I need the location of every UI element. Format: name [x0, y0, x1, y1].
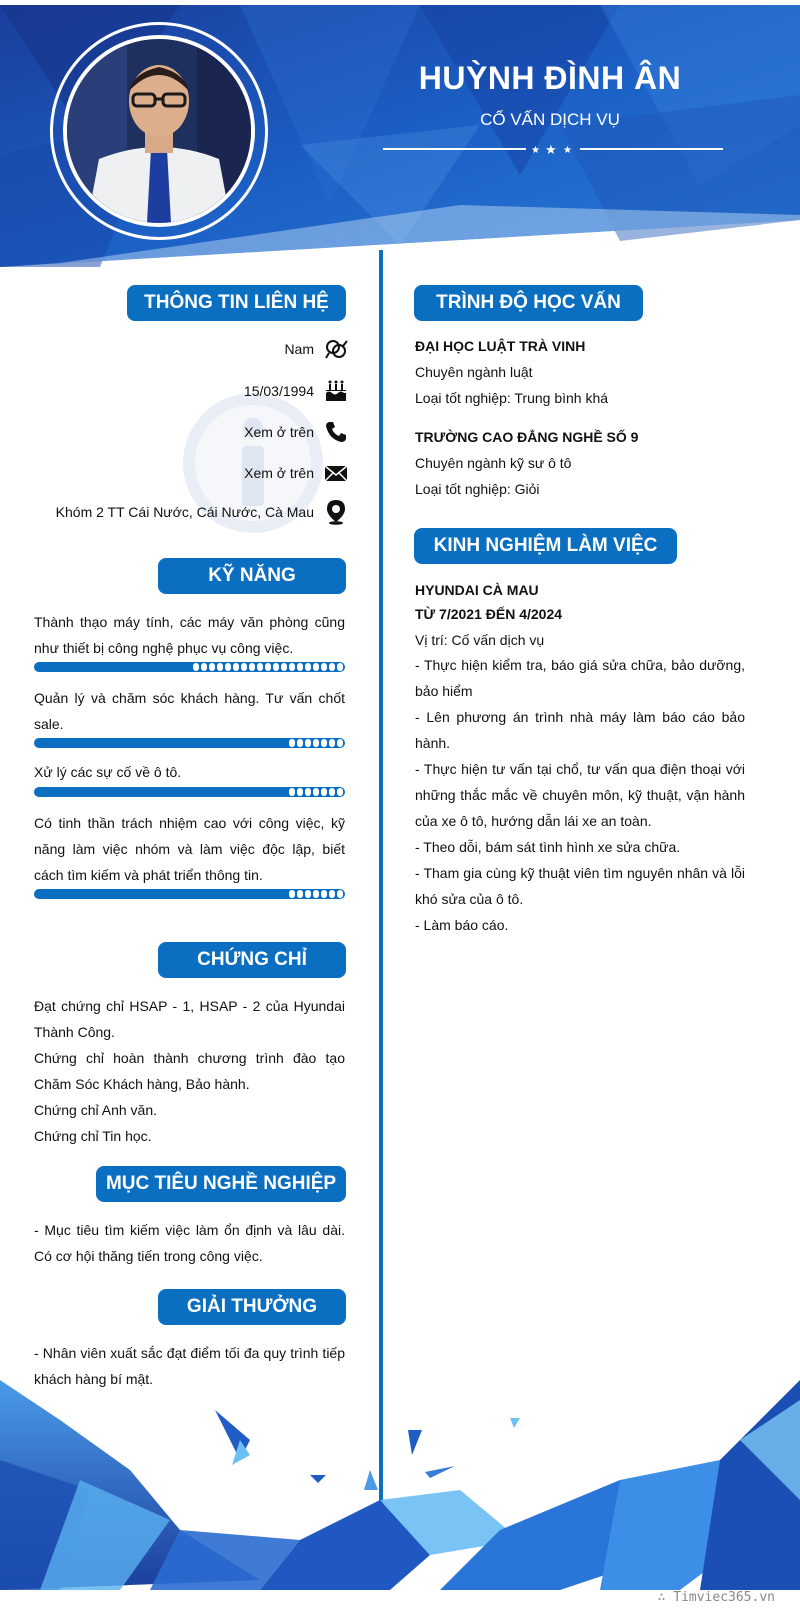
skills-heading: KỸ NĂNG — [158, 558, 346, 594]
certificates-heading: CHỨNG CHỈ — [158, 942, 346, 978]
objective-heading: MỤC TIÊU NGHỀ NGHIỆP — [96, 1166, 346, 1202]
skill-bar-dot — [305, 739, 311, 747]
footer-background — [0, 1380, 800, 1600]
skill-bar-dot — [337, 788, 343, 796]
education-grade-2: Loại tốt nghiệp: Giỏi — [415, 481, 540, 497]
contact-birthday-text: 15/03/1994 — [243, 383, 314, 399]
skill-bar-dot — [289, 663, 295, 671]
education-school-1: ĐẠI HỌC LUẬT TRÀ VINH — [415, 338, 586, 354]
experience-heading: KINH NGHIỆM LÀM VIỆC — [414, 528, 677, 564]
skill-bar-dot — [289, 739, 295, 747]
skill-bar-2 — [34, 738, 345, 748]
skill-bar-dot — [337, 663, 343, 671]
skill-bar-dot — [329, 788, 335, 796]
phone-icon — [324, 420, 348, 444]
certificate-line: Chứng chỉ Tin học. — [34, 1128, 152, 1144]
skill-bar-dot — [337, 739, 343, 747]
brand-watermark: ∴ Timviec365.vn — [657, 1590, 775, 1605]
education-grade-1: Loại tốt nghiệp: Trung bình khá — [415, 390, 609, 406]
skill-bar-dot — [289, 788, 295, 796]
skill-bar-dot — [321, 739, 327, 747]
skill-bar-dot — [313, 890, 319, 898]
contact-row-address — [56, 500, 348, 524]
contact-phone-text: Xem ở trên — [244, 424, 314, 440]
avatar — [63, 35, 255, 227]
contact-row-phone — [244, 420, 348, 444]
skill-bar-dot — [297, 663, 303, 671]
skill-bar-dot — [305, 663, 311, 671]
svg-text:★: ★ — [563, 145, 572, 156]
certificate-line: Chứng chỉ Anh văn. — [34, 1102, 158, 1118]
birthday-cake-icon — [324, 379, 348, 403]
skill-bar-dot — [193, 663, 199, 671]
skill-bar-track — [193, 663, 343, 671]
contact-email-text: Xem ở trên — [244, 465, 314, 481]
skill-bar-dot — [217, 663, 223, 671]
contact-gender-text: Nam — [284, 341, 314, 357]
skill-bar-dot — [281, 663, 287, 671]
skill-bar-dot — [249, 663, 255, 671]
duty-line: - Thực hiện kiểm tra, báo giá sửa chữa, bảo dưỡng, bảo hiểm — [415, 657, 745, 699]
skill-bar-dot — [209, 663, 215, 671]
skill-bar-4 — [34, 889, 345, 899]
duty-line: - Theo dỗi, bám sát tình hình xe sửa chữa. — [415, 839, 681, 855]
certificates-list — [34, 993, 345, 1149]
skill-bar-dot — [313, 739, 319, 747]
svg-text:★: ★ — [531, 145, 540, 156]
skill-item-3: Xử lý các sự cố về ô tô. — [34, 764, 182, 780]
education-major-2: Chuyên ngành kỹ sư ô tô — [415, 455, 572, 471]
experience-position: Vị trí: Cố vấn dịch vụ — [415, 632, 545, 648]
awards-heading: GIẢI THƯỞNG — [158, 1289, 346, 1325]
skill-item-2: Quản lý và chăm sóc khách hàng. Tư vấn chốt sale. — [34, 690, 345, 732]
skill-bar-dot — [297, 890, 303, 898]
candidate-job-title: CỐ VẤN DỊCH VỤ — [480, 110, 620, 129]
objective-text: - Mục tiêu tìm kiếm việc làm ổn định và lâu dài. Có cơ hội thăng tiến trong công việc. — [34, 1222, 345, 1264]
skill-bar-dot — [321, 890, 327, 898]
skill-bar-dot — [305, 890, 311, 898]
contact-row-email — [244, 461, 348, 485]
contact-row-birthday — [244, 379, 348, 403]
skill-bar-dot — [257, 663, 263, 671]
duty-line: - Làm báo cáo. — [415, 917, 509, 933]
skill-bar-dot — [305, 788, 311, 796]
skill-bar-dot — [225, 663, 231, 671]
education-school-2: TRƯỜNG CAO ĐẲNG NGHỀ SỐ 9 — [415, 429, 639, 445]
experience-company: HYUNDAI CÀ MAU — [415, 582, 539, 598]
skill-bar-dot — [265, 663, 271, 671]
skill-bar-dot — [201, 663, 207, 671]
skill-bar-dot — [321, 663, 327, 671]
avatar-photo-icon — [67, 39, 251, 223]
skill-bar-3 — [34, 787, 345, 797]
title-divider-stars — [383, 142, 723, 156]
skill-item-4: Có tinh thần trách nhiệm cao với công việc, kỹ năng làm việc nhóm và làm việc độc lập, biết cách tìm kiếm và phát triển thông tin. — [34, 815, 345, 883]
duty-line: - Thực hiện tư vấn tại chổ, tư vấn qua điện thoại với những thắc mắc về chuyên môn, kỹ thuật, vận hành của xe ô tô, hướng dẫn lái xe an toàn. — [415, 761, 745, 829]
skill-bar-track — [289, 890, 343, 898]
contact-heading: THÔNG TIN LIÊN HỆ — [127, 285, 346, 321]
skill-bar-track — [289, 788, 343, 796]
duty-line: - Lên phương án trình nhà máy làm báo cáo bảo hành. — [415, 709, 745, 751]
skill-bar-dot — [337, 890, 343, 898]
skill-bar-dot — [329, 890, 335, 898]
certificate-line: Đạt chứng chỉ HSAP - 1, HSAP - 2 của Hyundai Thành Công. — [34, 998, 345, 1040]
skill-bar-dot — [329, 739, 335, 747]
education-major-1: Chuyên ngành luật — [415, 364, 533, 380]
skill-bar-dot — [297, 788, 303, 796]
location-pin-icon — [324, 500, 348, 524]
skill-bar-track — [289, 739, 343, 747]
contact-row-gender — [284, 337, 348, 361]
skill-bar-dot — [289, 890, 295, 898]
skill-bar-dot — [297, 739, 303, 747]
skill-bar-dot — [241, 663, 247, 671]
candidate-name: HUỲNH ĐÌNH ÂN — [418, 60, 682, 96]
skill-bar-dot — [313, 788, 319, 796]
skill-item-1: Thành thạo máy tính, các máy văn phòng cũng như thiết bị công nghệ phục vụ công việc. — [34, 614, 345, 656]
contact-address-text: Khóm 2 TT Cái Nước, Cái Nước, Cà Mau — [55, 504, 314, 520]
skill-bar-dot — [321, 788, 327, 796]
education-heading: TRÌNH ĐỘ HỌC VẤN — [414, 285, 643, 321]
skill-bar-dot — [329, 663, 335, 671]
awards-text: - Nhân viên xuất sắc đạt điểm tối đa quy trình tiếp khách hàng bí mật. — [34, 1345, 345, 1387]
skill-bar-1 — [34, 662, 345, 672]
skill-bar-dot — [233, 663, 239, 671]
svg-text:★: ★ — [545, 143, 557, 156]
column-divider — [379, 250, 383, 1550]
gender-icon — [324, 337, 348, 361]
experience-period: TỪ 7/2021 ĐẾN 4/2024 — [415, 606, 563, 622]
certificate-line: Chứng chỉ hoàn thành chương trình đào tạo Chăm Sóc Khách hàng, Bảo hành. — [34, 1050, 345, 1092]
duty-line: - Tham gia cùng kỹ thuật viên tìm nguyên nhân và lỗi khó sửa của ô tô. — [415, 865, 745, 907]
experience-duties — [415, 652, 745, 938]
skill-bar-dot — [313, 663, 319, 671]
skill-bar-dot — [273, 663, 279, 671]
mail-icon — [324, 461, 348, 485]
